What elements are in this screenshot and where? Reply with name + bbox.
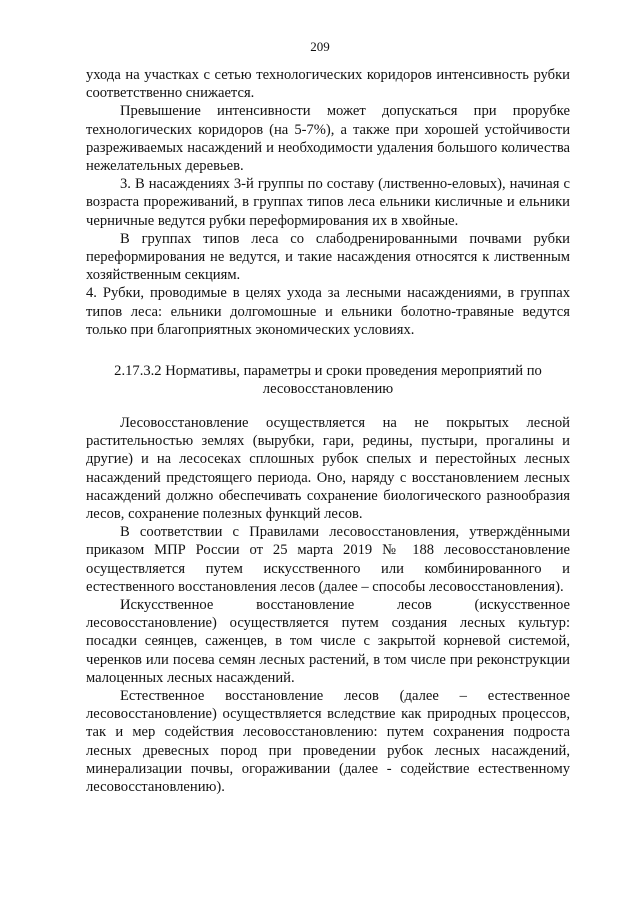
paragraph: Искусственное восстановление лесов (искусственное лесовосстановление) осуществляется путем создания лесных культур: посадки сеянцев, саженцев, в том числе с закрытой корневой системой, черенков или посева семян лесных растений, в том числе при реконструкции малоценных лесных насаждений.	[86, 597, 570, 686]
paragraph: В группах типов леса со слабодренированными почвами рубки переформирования не ведутся, и такие насаждения относятся к лиственным хозяйственным секциям.	[86, 230, 570, 284]
paragraph: Лесовосстановление осуществляется на не покрытых лесной растительностью землях (вырубки, гари, редины, пустыри, прогалины и другие) и на лесосеках сплошных рубок спелых и перестойных лесных насаждений предстоящего периода. Оно, наряду с восстановлением лесных насаждений должно обеспечивать сохранение биологического разнообразия лесов, сохранение полезных функций лесов.	[86, 415, 570, 523]
paragraph: В соответствии с Правилами лесовосстановления, утверждёнными приказом МПР России от 25 марта 2019 № 188 лесовосстановление осуществляется путем искусственного или комбинированного и естественного восстановления лесов (далее – способы лесовосстановления).	[86, 524, 570, 595]
paragraph: ухода на участках с сетью технологических коридоров интенсивность рубки соответственно снижается.	[86, 67, 570, 102]
paragraph: 4. Рубки, проводимые в целях ухода за лесными насаждениями, в группах типов леса: ельники долгомошные и ельники болотно-травяные ведутся только при благоприятных экономических условиях.	[86, 285, 570, 338]
section-heading: 2.17.3.2 Нормативы, параметры и сроки проведения мероприятий по лесовосстановлению	[114, 363, 542, 398]
text-block-lower	[86, 414, 570, 796]
paragraph: Естественное восстановление лесов (далее – естественное лесовосстановление) осуществляется вследствие как природных процессов, так и мер содействия лесовосстановлению: путем сохранения подроста лесных древесных пород при проведении рубок лесных насаждений, минерализации почвы, огораживании (далее - содействие естественному лесовосстановлению).	[86, 688, 570, 796]
text-block-upper	[86, 66, 570, 339]
page-number: 209	[310, 39, 330, 54]
paragraph: Превышение интенсивности может допускаться при прорубке технологических коридоров (на 5-7%), а также при хорошей устойчивости разреживаемых насаждений и необходимости удаления большого количества нежелательных деревьев.	[86, 103, 570, 175]
paragraph: 3. В насаждениях 3-й группы по составу (лиственно-еловых), начиная с возраста прореживаний, в группах типов леса ельники кисличные и ельники черничные ведутся рубки переформирования их в хвойные.	[86, 176, 570, 229]
